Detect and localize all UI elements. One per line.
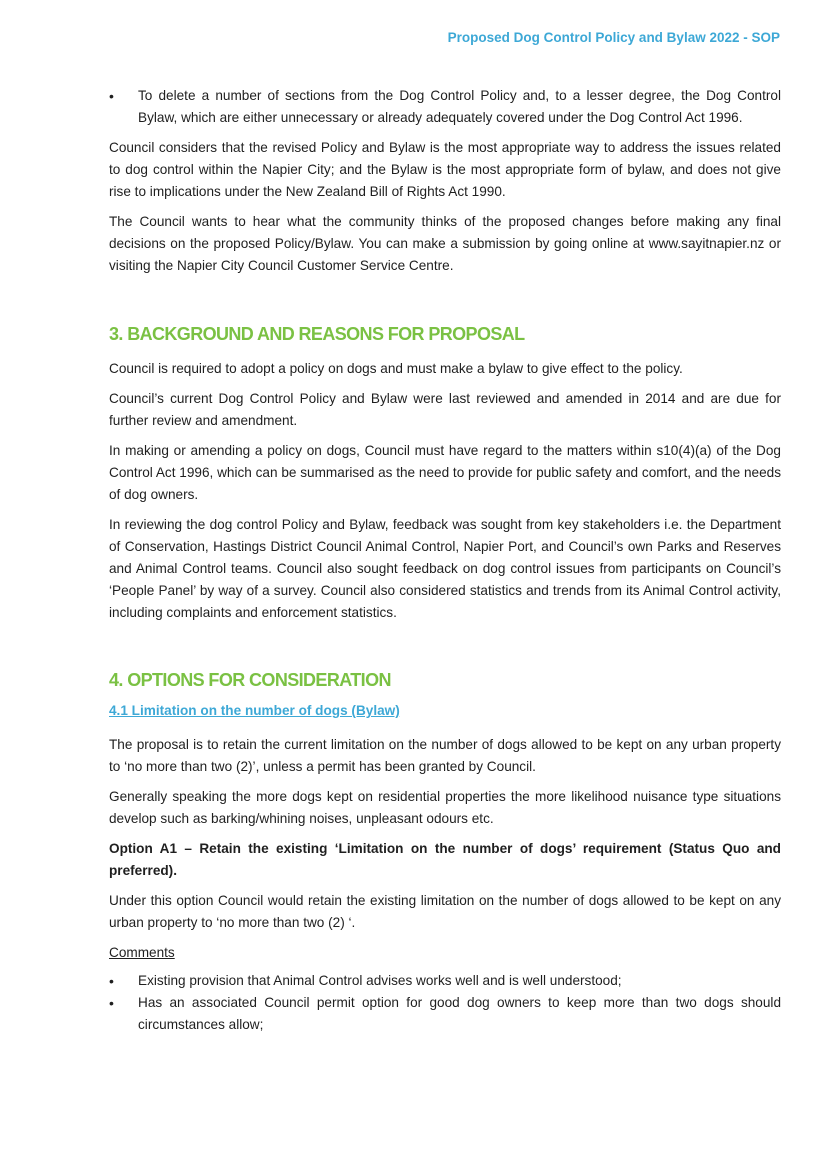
- section-heading-4: 4. OPTIONS FOR CONSIDERATION: [109, 670, 391, 690]
- bullet-icon: •: [109, 995, 114, 1011]
- paragraph: Generally speaking the more dogs kept on residential properties the more likelihood nuisance type situations develop such as barking/whining noises, unpleasant odours etc.: [109, 789, 781, 826]
- list-item-text: Has an associated Council permit option for good dog owners to keep more than two dogs should circumstances allow;: [138, 995, 781, 1032]
- paragraph: Council’s current Dog Control Policy and Bylaw were last reviewed and amended in 2014 and are due for further review and amendment.: [109, 391, 781, 428]
- list-item-text: Existing provision that Animal Control advises works well and is well understood;: [138, 973, 622, 988]
- page-content: [109, 85, 781, 1044]
- paragraph: Council is required to adopt a policy on dogs and must make a bylaw to give effect to the policy.: [109, 361, 683, 376]
- option-a1-heading: Option A1 – Retain the existing ‘Limitation on the number of dogs’ requirement (Status Quo and preferred).: [109, 841, 781, 878]
- list-item: [109, 970, 781, 992]
- page-header: Proposed Dog Control Policy and Bylaw 2022 - SOP: [447, 30, 780, 45]
- intro-bullet-list: [109, 85, 781, 129]
- paragraph: The Council wants to hear what the community thinks of the proposed changes before making any final decisions on the proposed Policy/Bylaw. You can make a submission by going online at www.sayitnapier.nz or visiting the Napier City Council Customer Service Centre.: [109, 214, 781, 273]
- paragraph: Under this option Council would retain the existing limitation on the number of dogs allowed to be kept on any urban property to ‘no more than two (2) ‘.: [109, 893, 781, 930]
- subsection-heading-4-1: 4.1 Limitation on the number of dogs (Bylaw): [109, 703, 400, 718]
- list-item: [109, 992, 781, 1036]
- comments-label: Comments: [109, 945, 175, 960]
- section-heading-3: 3. BACKGROUND AND REASONS FOR PROPOSAL: [109, 324, 525, 344]
- paragraph: Council considers that the revised Policy and Bylaw is the most appropriate way to address the issues related to dog control within the Napier City; and the Bylaw is the most appropriate form of bylaw, and does not give rise to implications under the New Zealand Bill of Rights Act 1990.: [109, 140, 781, 199]
- bullet-icon: •: [109, 88, 114, 104]
- bullet-icon: •: [109, 973, 114, 989]
- list-item-text: To delete a number of sections from the Dog Control Policy and, to a lesser degree, the Dog Control Bylaw, which are either unnecessary or already adequately covered under the Dog Control Act 1996.: [138, 88, 781, 125]
- comments-bullet-list: [109, 970, 781, 1036]
- paragraph: The proposal is to retain the current limitation on the number of dogs allowed to be kept on any urban property to ‘no more than two (2)’, unless a permit has been granted by Council.: [109, 737, 781, 774]
- paragraph: In reviewing the dog control Policy and Bylaw, feedback was sought from key stakeholders i.e. the Department of Conservation, Hastings District Council Animal Control, Napier Port, and Council’s own Parks and Reserves and Animal Control teams. Council also sought feedback on dog control issues from participants on Council’s ‘People Panel’ by way of a survey. Council also considered statistics and trends from its Animal Control activity, including complaints and enforcement statistics.: [109, 517, 781, 620]
- paragraph: In making or amending a policy on dogs, Council must have regard to the matters within s10(4)(a) of the Dog Control Act 1996, which can be summarised as the need to provide for public safety and comfort, and the needs of dog owners.: [109, 443, 781, 502]
- list-item: [109, 85, 781, 129]
